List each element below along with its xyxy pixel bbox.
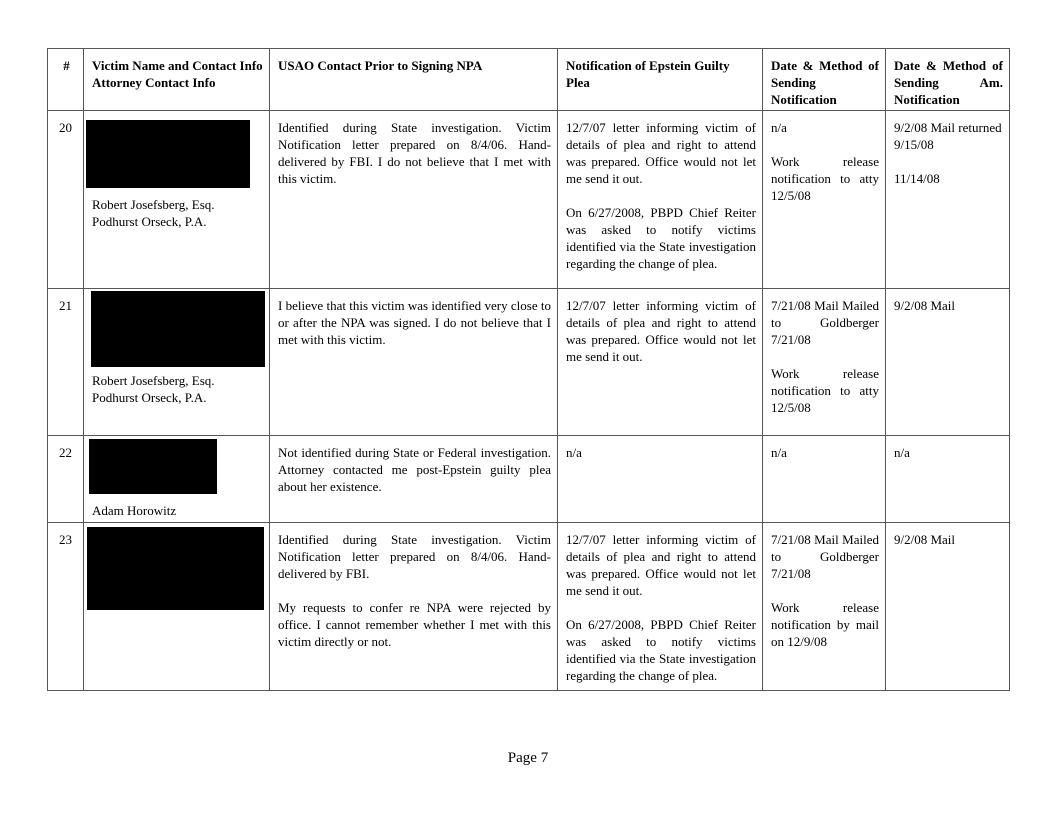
header-notification: Notification of Epstein Guilty Plea (558, 49, 763, 111)
usao-text: Identified during State investigation. Victim Notification letter prepared on 8/4/06. Hand-delivered by FBI. (278, 532, 551, 581)
redaction-block (89, 439, 217, 494)
redaction-block (86, 120, 250, 188)
date-method-cell (763, 523, 886, 691)
date-method-text: 7/21/08 Mail Mailed to Goldberger 7/21/08 (771, 298, 879, 347)
victim-cell (84, 289, 270, 436)
attorney-name: Robert Josefsberg, Esq. (92, 197, 215, 212)
usao-contact-cell (270, 111, 558, 289)
header-attorney: Attorney Contact Info (92, 75, 216, 90)
victim-notification-table (47, 48, 1010, 691)
header-victim-name: Victim Name and Contact Info (92, 58, 263, 73)
table-row (48, 289, 1010, 436)
victim-cell (84, 436, 270, 523)
attorney-name: Robert Josefsberg, Esq. (92, 373, 215, 388)
header-number: # (48, 49, 84, 111)
page-number: Page 7 (507, 750, 549, 766)
row-number: 23 (48, 523, 84, 691)
notification-cell (558, 289, 763, 436)
header-date-method: Date & Method of Sending Notification (763, 49, 886, 111)
header-date-method-am: Date & Method of Sending Am. Notification (886, 49, 1010, 111)
table-row (48, 111, 1010, 289)
notification-text: 12/7/07 letter informing victim of details of plea and right to attend was prepared. Office would not let me send it out. (566, 120, 756, 186)
notification-cell (558, 523, 763, 691)
usao-text: I believe that this victim was identified very close to or after the NPA was signed. I do not believe that I met with this victim. (278, 298, 551, 347)
row-number: 21 (48, 289, 84, 436)
usao-text: Not identified during State or Federal investigation. Attorney contacted me post-Epstein guilty plea about her existence. (278, 445, 551, 494)
date-method-cell (763, 289, 886, 436)
attorney-name: Adam Horowitz (92, 503, 177, 518)
notification-text: 12/7/07 letter informing victim of details of plea and right to attend was prepared. Office would not let me send it out. (566, 298, 756, 364)
notification-text: 12/7/07 letter informing victim of details of plea and right to attend was prepared. Office would not let me send it out. (566, 532, 756, 598)
notification-text: On 6/27/2008, PBPD Chief Reiter was asked to notify victims identified via the State investigation regarding the change of plea. (566, 205, 756, 271)
date-method-cell (763, 111, 886, 289)
row-number: 20 (48, 111, 84, 289)
row-number: 22 (48, 436, 84, 523)
table-row (48, 436, 1010, 523)
usao-text: My requests to confer re NPA were rejected by office. I cannot remember whether I met with this victim directly or not. (278, 600, 551, 649)
notification-cell (558, 111, 763, 289)
date-method-am-cell (886, 436, 1010, 523)
notification-text: n/a (566, 445, 582, 460)
usao-contact-cell (270, 523, 558, 691)
date-method-text: Work release notification by mail on 12/9/08 (771, 600, 879, 649)
attorney-firm: Podhurst Orseck, P.A. (92, 390, 207, 405)
header-victim (84, 49, 270, 111)
redaction-block (91, 291, 265, 367)
header-usao-contact: USAO Contact Prior to Signing NPA (270, 49, 558, 111)
date-method-am-cell (886, 289, 1010, 436)
date-method-am-text: 9/2/08 Mail returned 9/15/08 (894, 120, 1002, 152)
notification-cell (558, 436, 763, 523)
attorney-firm: Podhurst Orseck, P.A. (92, 214, 207, 229)
victim-cell (84, 111, 270, 289)
date-method-text: Work release notification to atty 12/5/08 (771, 366, 879, 415)
victim-cell (84, 523, 270, 691)
header-row (48, 49, 1010, 111)
date-method-am-text: 11/14/08 (894, 171, 940, 186)
date-method-am-cell (886, 523, 1010, 691)
notification-text: On 6/27/2008, PBPD Chief Reiter was asked to notify victims identified via the State investigation regarding the change of plea. (566, 617, 756, 683)
date-method-am-cell (886, 111, 1010, 289)
usao-text: Identified during State investigation. Victim Notification letter prepared on 8/4/06. Hand-delivered by FBI. I do not believe that I met with this victim. (278, 120, 551, 186)
date-method-am-text: n/a (894, 445, 910, 460)
usao-contact-cell (270, 436, 558, 523)
date-method-text: n/a (771, 120, 787, 135)
date-method-text: 7/21/08 Mail Mailed to Goldberger 7/21/08 (771, 532, 879, 581)
redaction-block (87, 527, 264, 610)
table-row (48, 523, 1010, 691)
date-method-cell (763, 436, 886, 523)
usao-contact-cell (270, 289, 558, 436)
date-method-text: n/a (771, 445, 787, 460)
date-method-text: Work release notification to atty 12/5/08 (771, 154, 879, 203)
date-method-am-text: 9/2/08 Mail (894, 298, 956, 313)
date-method-am-text: 9/2/08 Mail (894, 532, 956, 547)
